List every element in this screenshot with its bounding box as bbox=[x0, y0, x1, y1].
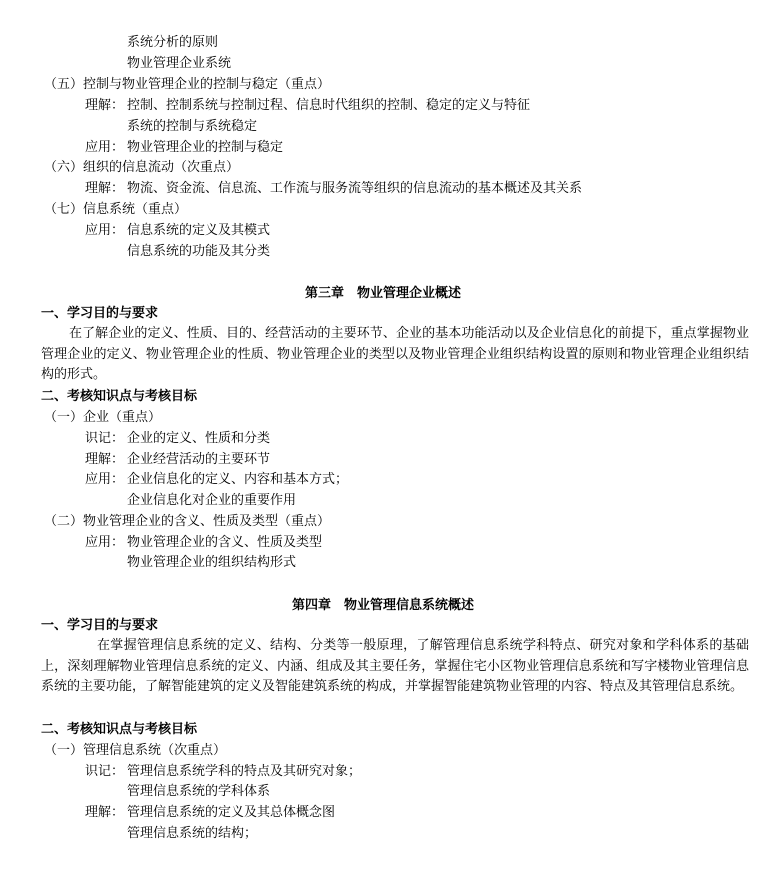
chapter3-item2-heading: （二）物业管理企业的含义、性质及类型（重点） bbox=[44, 514, 331, 529]
chapter3-item1-understand-label: 理解： bbox=[85, 452, 125, 467]
chapter4-item1-remember-label: 识记： bbox=[85, 764, 125, 779]
chapter3-item1-remember-text: 企业的定义、性质和分类 bbox=[127, 431, 271, 446]
item7-heading: （七）信息系统（重点） bbox=[44, 202, 188, 217]
chapter4-paragraph: 在掌握管理信息系统的定义、结构、分类等一般原理，了解管理信息系统学科特点、研究对象和学科体系的基础上，深刻理解物业管理信息系统的定义、内涵、组成及其主要任务，掌握住宅小区物业管理信息系统和写字楼物业管理信息系统的主要功能，了解智能建筑的定义及智能建筑系统的构成，并掌握智能建筑物业管理的内容、特点及其管理信息系统。 bbox=[41, 638, 749, 695]
item5-understand-cont: 系统的控制与系统稳定 bbox=[127, 119, 258, 134]
top-line-2: 物业管理企业系统 bbox=[127, 56, 232, 71]
chapter3-item2-apply-label: 应用： bbox=[85, 535, 125, 550]
chapter4-item1-remember-cont: 管理信息系统的学科体系 bbox=[127, 784, 271, 799]
chapter4-item1-heading: （一）管理信息系统（次重点） bbox=[44, 743, 227, 758]
chapter3-item1-apply-label: 应用： bbox=[85, 472, 125, 487]
chapter4-title: 第四章 物业管理信息系统概述 bbox=[291, 598, 474, 613]
chapter4-item1-understand-cont: 管理信息系统的结构； bbox=[127, 826, 258, 841]
chapter3-item2-apply-text: 物业管理企业的含义、性质及类型 bbox=[127, 535, 323, 550]
item5-apply-text: 物业管理企业的控制与稳定 bbox=[127, 140, 284, 155]
chapter4-item1-understand-label: 理解： bbox=[85, 805, 125, 820]
item7-apply-label: 应用： bbox=[85, 223, 125, 238]
item7-apply-text: 信息系统的定义及其模式 bbox=[127, 223, 271, 238]
chapter4-section2-heading: 二、考核知识点与考核目标 bbox=[41, 722, 198, 737]
item7-apply-cont: 信息系统的功能及其分类 bbox=[127, 244, 271, 259]
chapter3-item1-apply-cont: 企业信息化对企业的重要作用 bbox=[127, 493, 297, 508]
item5-understand-label: 理解： bbox=[85, 98, 125, 113]
item5-understand-text: 控制、控制系统与控制过程、信息时代组织的控制、稳定的定义与特征 bbox=[127, 98, 531, 113]
chapter3-item1-heading: （一）企业（重点） bbox=[44, 410, 162, 425]
item6-understand-text: 物流、资金流、信息流、工作流与服务流等组织的信息流动的基本概述及其关系 bbox=[127, 181, 583, 196]
chapter4-item1-remember-text: 管理信息系统学科的特点及其研究对象； bbox=[127, 764, 362, 779]
chapter3-paragraph: 在了解企业的定义、性质、目的、经营活动的主要环节、企业的基本功能活动以及企业信息化的前提下，重点掌握物业管理企业的定义、物业管理企业的性质、物业管理企业的类型以及物业管理企业组织结构设置的原则和物业管理企业组织结构的形式。 bbox=[41, 326, 749, 383]
chapter4-item1-understand-text: 管理信息系统的定义及其总体概念图 bbox=[127, 805, 336, 820]
item6-heading: （六）组织的信息流动（次重点） bbox=[44, 160, 240, 175]
chapter3-item2-apply-cont: 物业管理企业的组织结构形式 bbox=[127, 555, 297, 570]
chapter4-section1-heading: 一、学习目的与要求 bbox=[41, 618, 159, 633]
chapter3-item1-understand-text: 企业经营活动的主要环节 bbox=[127, 452, 271, 467]
chapter3-title: 第三章 物业管理企业概述 bbox=[304, 286, 461, 301]
chapter3-section1-heading: 一、学习目的与要求 bbox=[41, 306, 159, 321]
chapter3-section2-heading: 二、考核知识点与考核目标 bbox=[41, 389, 198, 404]
top-line-1: 系统分析的原则 bbox=[127, 35, 219, 50]
chapter3-item1-remember-label: 识记： bbox=[85, 431, 125, 446]
item5-heading: （五）控制与物业管理企业的控制与稳定（重点） bbox=[44, 77, 331, 92]
chapter3-item1-apply-text: 企业信息化的定义、内容和基本方式； bbox=[127, 472, 349, 487]
item6-understand-label: 理解： bbox=[85, 181, 125, 196]
item5-apply-label: 应用： bbox=[85, 140, 125, 155]
